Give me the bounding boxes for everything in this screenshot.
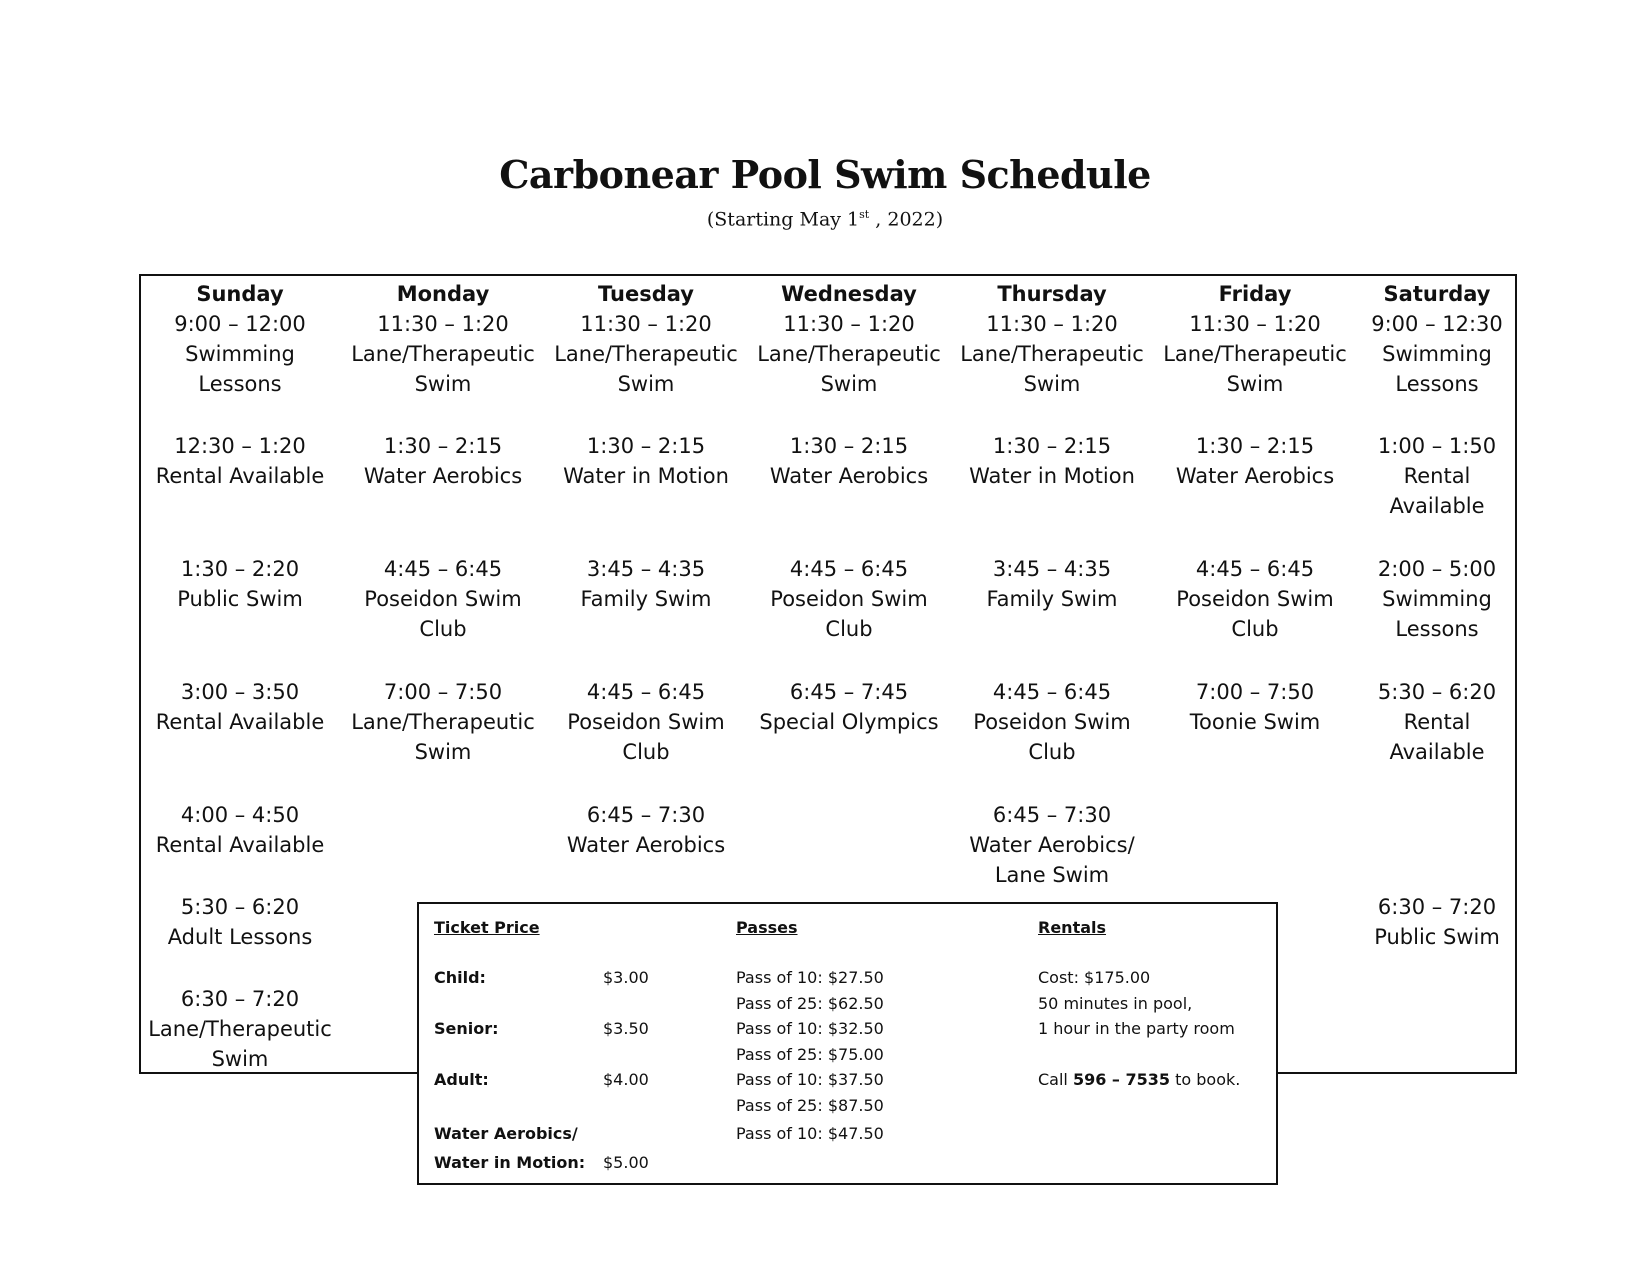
slot-time: 1:30 – 2:15 bbox=[586, 434, 706, 458]
day-header-tuesday: Tuesday bbox=[598, 282, 694, 306]
schedule-slot bbox=[951, 554, 1153, 614]
slot-time: 1:30 – 2:15 bbox=[1195, 434, 1315, 458]
slot-time: 6:45 – 7:30 bbox=[992, 803, 1112, 827]
subtitle-end: , 2022) bbox=[869, 208, 944, 231]
schedule-slot bbox=[1154, 554, 1356, 644]
slot-time: 11:30 – 1:20 bbox=[783, 312, 915, 336]
schedule-slot bbox=[748, 677, 950, 737]
schedule-slot bbox=[951, 800, 1153, 890]
day-header-wednesday: Wednesday bbox=[781, 282, 917, 306]
slot-activity: Rental Available bbox=[1389, 464, 1485, 518]
slot-activity: Public Swim bbox=[1374, 925, 1500, 949]
slot-time: 1:00 – 1:50 bbox=[1377, 434, 1497, 458]
schedule-slot bbox=[748, 554, 950, 644]
slot-time: 9:00 – 12:00 bbox=[174, 312, 306, 336]
slot-activity: Swimming Lessons bbox=[1382, 587, 1492, 641]
slot-activity: Poseidon Swim Club bbox=[973, 710, 1131, 764]
slot-activity: Lane/Therapeutic Swim bbox=[757, 342, 941, 396]
slot-time: 3:45 – 4:35 bbox=[992, 557, 1112, 581]
price-box bbox=[417, 902, 1278, 1185]
day-header-thursday: Thursday bbox=[997, 282, 1107, 306]
schedule-slot bbox=[1337, 892, 1537, 952]
slot-activity: Swimming Lessons bbox=[1382, 342, 1492, 396]
schedule-slot bbox=[139, 431, 341, 491]
slot-time: 6:30 – 7:20 bbox=[1377, 895, 1497, 919]
slot-activity: Poseidon Swim Club bbox=[770, 587, 928, 641]
ticket-price-adult: $4.00 bbox=[603, 1070, 649, 1089]
slot-time: 11:30 – 1:20 bbox=[1189, 312, 1321, 336]
schedule-slot bbox=[1337, 309, 1537, 399]
ticket-label-water-in-motion: Water in Motion: bbox=[434, 1153, 586, 1172]
schedule-slot bbox=[342, 677, 544, 767]
slot-time: 4:45 – 6:45 bbox=[586, 680, 706, 704]
schedule-slot bbox=[139, 677, 341, 737]
ticket-price-water-aerobics: $5.00 bbox=[603, 1153, 649, 1172]
slot-time: 11:30 – 1:20 bbox=[377, 312, 509, 336]
booking-text-start: Call bbox=[1038, 1070, 1073, 1089]
rental-detail: 1 hour in the party room bbox=[1038, 1019, 1235, 1038]
slot-activity: Special Olympics bbox=[759, 710, 939, 734]
slot-activity: Poseidon Swim Club bbox=[364, 587, 522, 641]
day-header-saturday: Saturday bbox=[1383, 282, 1491, 306]
ticket-price-child: $3.00 bbox=[603, 968, 649, 987]
rental-detail: 50 minutes in pool, bbox=[1038, 994, 1193, 1013]
schedule-slot bbox=[748, 431, 950, 491]
rental-booking bbox=[1038, 1070, 1240, 1090]
schedule-slot bbox=[342, 431, 544, 491]
schedule-slot bbox=[951, 431, 1153, 491]
slot-time: 3:00 – 3:50 bbox=[180, 680, 300, 704]
slot-time: 12:30 – 1:20 bbox=[174, 434, 306, 458]
ticket-price-header: Ticket Price bbox=[434, 918, 540, 937]
slot-activity: Rental Available bbox=[155, 833, 325, 857]
slot-time: 7:00 – 7:50 bbox=[383, 680, 503, 704]
schedule-slot bbox=[1154, 431, 1356, 491]
day-header-monday: Monday bbox=[396, 282, 490, 306]
slot-activity: Lane/Therapeutic Swim bbox=[148, 1017, 332, 1071]
schedule-slot bbox=[1154, 677, 1356, 737]
ticket-label-water-aerobics: Water Aerobics/ bbox=[434, 1124, 578, 1143]
slot-time: 9:00 – 12:30 bbox=[1371, 312, 1503, 336]
schedule-slot bbox=[545, 309, 747, 399]
ticket-price-senior: $3.50 bbox=[603, 1019, 649, 1038]
slot-activity: Rental Available bbox=[155, 464, 325, 488]
slot-activity: Lane/Therapeutic Swim bbox=[1163, 342, 1347, 396]
ticket-label-adult: Adult: bbox=[434, 1070, 489, 1089]
schedule-slot bbox=[545, 431, 747, 491]
slot-activity: Rental Available bbox=[1389, 710, 1485, 764]
schedule-slot bbox=[545, 677, 747, 767]
schedule-slot bbox=[748, 309, 950, 399]
slot-activity: Water in Motion bbox=[969, 464, 1135, 488]
schedule-slot bbox=[139, 984, 341, 1074]
pass-item: Pass of 10: $32.50 bbox=[736, 1019, 884, 1038]
slot-time: 6:45 – 7:30 bbox=[586, 803, 706, 827]
slot-time: 7:00 – 7:50 bbox=[1195, 680, 1315, 704]
slot-activity: Family Swim bbox=[986, 587, 1118, 611]
rentals-header: Rentals bbox=[1038, 918, 1107, 937]
slot-activity: Lane/Therapeutic Swim bbox=[960, 342, 1144, 396]
slot-activity: Lane/Therapeutic Swim bbox=[351, 710, 535, 764]
subtitle-superscript: st bbox=[859, 208, 870, 221]
booking-text-end: to book. bbox=[1170, 1070, 1241, 1089]
schedule-slot bbox=[1337, 677, 1537, 767]
slot-activity: Water Aerobics bbox=[769, 464, 929, 488]
slot-time: 4:45 – 6:45 bbox=[383, 557, 503, 581]
slot-activity: Adult Lessons bbox=[167, 925, 313, 949]
subtitle-start: (Starting May 1 bbox=[706, 208, 860, 231]
schedule-slot bbox=[1337, 554, 1537, 644]
slot-time: 1:30 – 2:15 bbox=[992, 434, 1112, 458]
pass-item: Pass of 10: $47.50 bbox=[736, 1124, 884, 1143]
slot-time: 5:30 – 6:20 bbox=[1377, 680, 1497, 704]
booking-phone-number: 596 – 7535 bbox=[1072, 1070, 1171, 1089]
slot-time: 4:45 – 6:45 bbox=[1195, 557, 1315, 581]
day-header-friday: Friday bbox=[1218, 282, 1292, 306]
slot-time: 11:30 – 1:20 bbox=[580, 312, 712, 336]
ticket-label-child: Child: bbox=[434, 968, 486, 987]
schedule-slot bbox=[342, 309, 544, 399]
page-title: Carbonear Pool Swim Schedule bbox=[499, 152, 1151, 197]
slot-time: 4:00 – 4:50 bbox=[180, 803, 300, 827]
schedule-slot bbox=[139, 309, 341, 399]
slot-time: 1:30 – 2:15 bbox=[383, 434, 503, 458]
schedule-slot bbox=[342, 554, 544, 644]
pass-item: Pass of 10: $27.50 bbox=[736, 968, 884, 987]
schedule-slot bbox=[951, 309, 1153, 399]
slot-activity: Water Aerobics bbox=[363, 464, 523, 488]
slot-time: 3:45 – 4:35 bbox=[586, 557, 706, 581]
slot-activity: Family Swim bbox=[580, 587, 712, 611]
schedule-slot bbox=[1337, 431, 1537, 521]
slot-activity: Rental Available bbox=[155, 710, 325, 734]
ticket-label-senior: Senior: bbox=[434, 1019, 499, 1038]
slot-activity: Lane/Therapeutic Swim bbox=[554, 342, 738, 396]
rental-cost: Cost: $175.00 bbox=[1038, 968, 1151, 987]
schedule-slot bbox=[545, 800, 747, 860]
slot-activity: Swimming Lessons bbox=[185, 342, 295, 396]
schedule-slot bbox=[139, 554, 341, 614]
slot-time: 6:30 – 7:20 bbox=[180, 987, 300, 1011]
schedule-slot bbox=[1154, 309, 1356, 399]
slot-activity: Water Aerobics bbox=[566, 833, 726, 857]
pass-item: Pass of 10: $37.50 bbox=[736, 1070, 884, 1089]
page-subtitle bbox=[0, 208, 1650, 230]
schedule-slot bbox=[951, 677, 1153, 767]
slot-time: 4:45 – 6:45 bbox=[789, 557, 909, 581]
slot-time: 11:30 – 1:20 bbox=[986, 312, 1118, 336]
slot-time: 5:30 – 6:20 bbox=[180, 895, 300, 919]
slot-activity: Lane/Therapeutic Swim bbox=[351, 342, 535, 396]
pass-item: Pass of 25: $75.00 bbox=[736, 1045, 884, 1064]
slot-time: 1:30 – 2:20 bbox=[180, 557, 300, 581]
passes-header: Passes bbox=[736, 918, 798, 937]
slot-activity: Water Aerobics/ Lane Swim bbox=[969, 833, 1135, 887]
schedule-slot bbox=[139, 800, 341, 860]
slot-activity: Public Swim bbox=[177, 587, 303, 611]
slot-activity: Toonie Swim bbox=[1189, 710, 1321, 734]
day-header-sunday: Sunday bbox=[196, 282, 284, 306]
slot-time: 2:00 – 5:00 bbox=[1377, 557, 1497, 581]
schedule-slot bbox=[139, 892, 341, 952]
slot-activity: Poseidon Swim Club bbox=[1176, 587, 1334, 641]
slot-activity: Water in Motion bbox=[563, 464, 729, 488]
pass-item: Pass of 25: $87.50 bbox=[736, 1096, 884, 1115]
schedule-slot bbox=[545, 554, 747, 614]
slot-time: 4:45 – 6:45 bbox=[992, 680, 1112, 704]
slot-time: 1:30 – 2:15 bbox=[789, 434, 909, 458]
slot-activity: Poseidon Swim Club bbox=[567, 710, 725, 764]
pass-item: Pass of 25: $62.50 bbox=[736, 994, 884, 1013]
slot-activity: Water Aerobics bbox=[1175, 464, 1335, 488]
slot-time: 6:45 – 7:45 bbox=[789, 680, 909, 704]
